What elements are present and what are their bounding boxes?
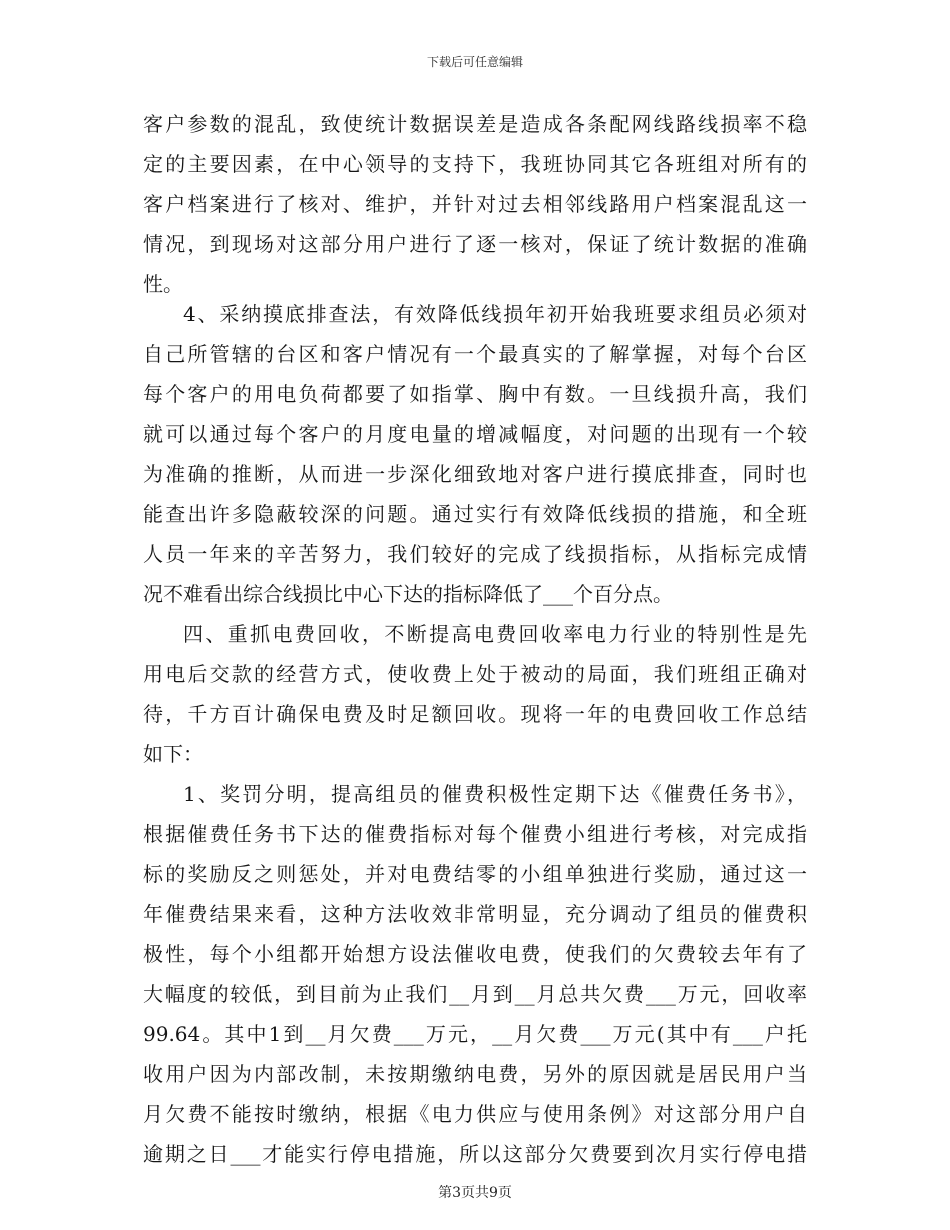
text-line: 收用户因为内部改制，未按期缴纳电费，另外的原因就是居民用户当 [143,1062,807,1086]
text-line: 况不难看出综合线损比中心下达的指标降低了___个百分点。 [143,582,673,606]
text-line: 能查出许多隐蔽较深的问题。通过实行有效降低线损的措施，和全班 [143,502,807,526]
text-line: 年催费结果来看，这种方法收效非常明显，充分调动了组员的催费积 [143,902,807,926]
text-line: 情况，到现场对这部分用户进行了逐一核对，保证了统计数据的准确 [143,232,807,256]
text-line: 月欠费不能按时缴纳，根据《电力供应与使用条例》对这部分用户自 [143,1102,807,1126]
text-line: 性。 [143,272,183,296]
page-number: 第3页共9页 [438,1185,512,1201]
text-line: 标的奖励反之则惩处，并对电费结零的小组单独进行奖励，通过这一 [143,862,807,886]
text-line: 待，千方百计确保电费及时足额回收。现将一年的电费回收工作总结 [143,702,807,726]
text-line: 如下： [143,742,203,766]
text-line: 定的主要因素，在中心领导的支持下，我班协同其它各班组对所有的 [143,152,807,176]
text-line: 为准确的推断，从而进一步深化细致地对客户进行摸底排查，同时也 [143,462,807,486]
paragraph-start-line: 1、奖罚分明，提高组员的催费积极性定期下达《催费任务书》， [183,782,807,806]
text-line: 就可以通过每个客户的月度电量的增减幅度，对问题的出现有一个较 [143,422,807,446]
text-line: 99.64。其中1到__月欠费___万元，__月欠费___万元(其中有___户托 [143,1022,807,1046]
text-line: 每个客户的用电负荷都要了如指掌、胸中有数。一旦线损升高，我们 [143,382,807,406]
paragraph-start-line: 四、重抓电费回收，不断提高电费回收率电力行业的特别性是先 [183,622,807,646]
text-line: 客户档案进行了核对、维护，并针对过去相邻线路用户档案混乱这一 [143,192,807,216]
text-line: 大幅度的较低，到目前为止我们__月到__月总共欠费___万元，回收率 [143,982,807,1006]
text-line: 自己所管辖的台区和客户情况有一个最真实的了解掌握，对每个台区 [143,342,807,366]
page-header: 下载后可任意编辑 [426,55,523,69]
text-line: 人员一年来的辛苦努力，我们较好的完成了线损指标，从指标完成情 [143,542,807,566]
text-line: 用电后交款的经营方式，使收费上处于被动的局面，我们班组正确对 [143,662,807,686]
text-line: 逾期之日___才能实行停电措施，所以这部分欠费要到次月实行停电措 [143,1142,807,1166]
text-line: 根据催费任务书下达的催费指标对每个催费小组进行考核，对完成指 [143,822,807,846]
text-line: 客户参数的混乱，致使统计数据误差是造成各条配网线路线损率不稳 [143,112,807,136]
paragraph-start-line: 4、采纳摸底排查法，有效降低线损年初开始我班要求组员必须对 [183,302,807,326]
text-line: 极性，每个小组都开始想方设法催收电费，使我们的欠费较去年有了 [143,942,807,966]
